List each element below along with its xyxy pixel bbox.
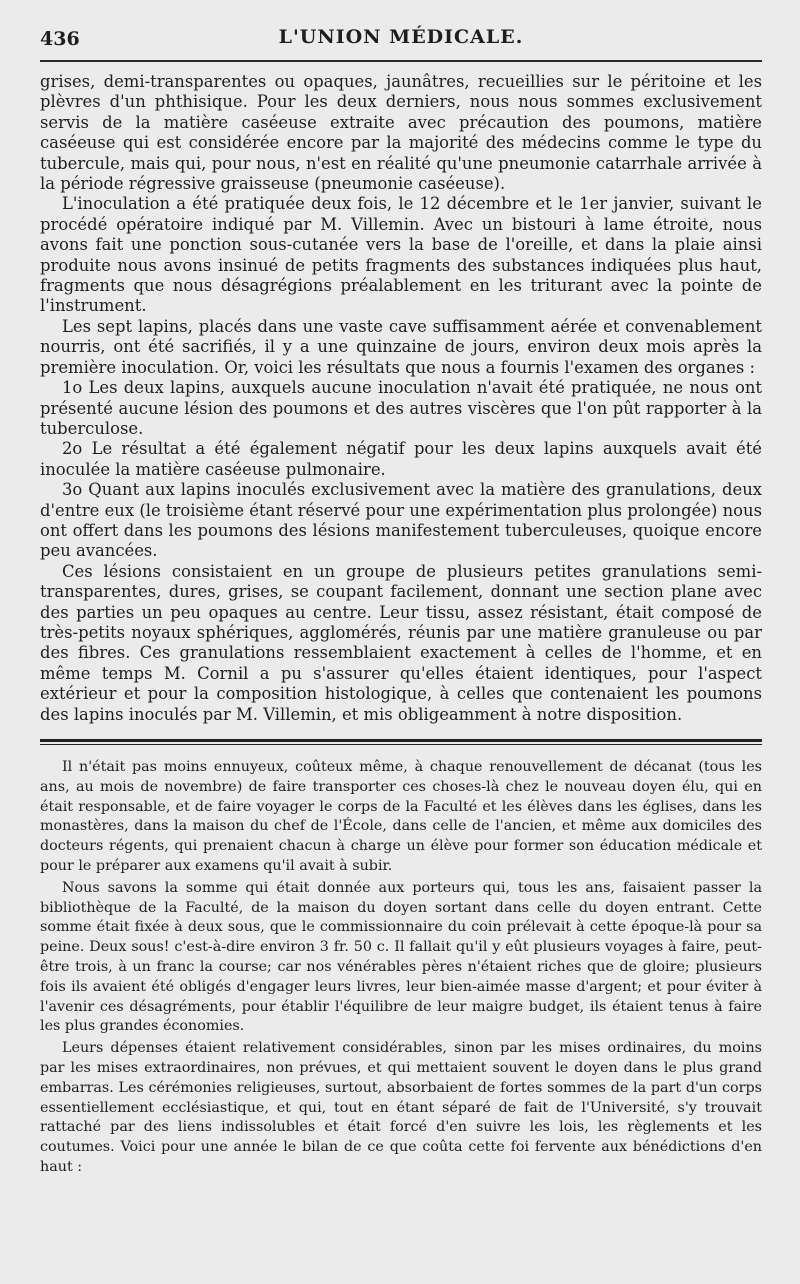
article-paragraph: L'inoculation a été pratiquée deux fois, le 12 décembre et le 1er janvier, suivant le procédé opératoire indiqué par M. Villemin. Avec un bistouri à lame étroite, nous avons fait une ponction sous-cutanée vers la base de l'oreille, et dans la plaie ainsi produite nous avons insinué de petits fragments des substances indiquées plus haut, fragments que nous désagrégions préalablement en les triturant avec la pointe de l'instrument.: [40, 194, 762, 316]
running-title: L'UNION MÉDICALE.: [278, 26, 524, 48]
article-paragraph: Les sept lapins, placés dans une vaste cave suffisamment aérée et convenablement nourris, ont été sacrifiés, il y a une quinzaine de jours, environ deux mois après la première inoculation. Or, voici les résultats que nous a fournis l'examen des organes :: [40, 316, 762, 377]
page-number: 436: [40, 28, 80, 50]
article-paragraph: 2o Le résultat a été également négatif pour les deux lapins auxquels avait été inoculée la matière caséeuse pulmonaire.: [40, 439, 762, 479]
main-article: [40, 72, 762, 725]
article-paragraph: Ces lésions consistaient en un groupe de plusieurs petites granulations semi-transparentes, dures, grises, se coupant facilement, donnant une section plane avec des parties un peu opaques au centre. Leur tissu, assez résistant, était composé de très-petits noyaux sphériques, agglomérés, réunis par une matière granuleuse ou par des fibres. Ces granulations ressemblaient exactement à celles de l'homme, et en même temps M. Cornil a pu s'assurer qu'elles étaient identiques, pour l'aspect extérieur et pour la composition histologique, à celles que contenaient les poumons des lapins inoculés par M. Villemin, et mis obligeamment à notre disposition.: [40, 561, 762, 724]
header-rule: [40, 60, 762, 62]
feuilleton-divider: [40, 739, 762, 745]
page-header: [40, 0, 762, 60]
feuilleton-section: [40, 758, 762, 1178]
feuilleton-paragraph: Il n'était pas moins ennuyeux, coûteux même, à chaque renouvellement de décanat (tous les ans, au mois de novembre) de faire transporter ces choses-là chez le nouveau doyen élu, qui en était responsable, et de faire voyager le corps de la Faculté et les élèves dans les églises, dans les monastères, dans la maison du chef de l'École, dans celle de l'ancien, et même aux domiciles des docteurs régents, qui prenaient chacun à charge un élève pour former son éducation médicale et pour le préparer aux examens qu'il avait à subir.: [40, 759, 762, 874]
article-paragraph: 1o Les deux lapins, auxquels aucune inoculation n'avait été pratiquée, ne nous ont présenté aucune lésion des poumons et des autres viscères que l'on pût rapporter à la tuberculose.: [40, 378, 762, 438]
feuilleton-paragraph: Nous savons la somme qui était donnée aux porteurs qui, tous les ans, faisaient passer la bibliothèque de la Faculté, de la maison du doyen sortant dans celle du doyen entrant. Cette somme était fixée à deux sous, que le commissionnaire du coin prélevait à cette époque-là pour sa peine. Deux sous! c'est-à-dire environ 3 fr. 50 c. Il fallait qu'il y eût plusieurs voyages à faire, peut-être trois, à un franc la course; car nos vénérables pères n'étaient riches que de gloire; plusieurs fois ils avaient été obligés d'engager leurs livres, leur bien-aimée masse d'argent; et pour éviter à l'avenir ces désagréments, pour établir l'équilibre de leur maigre budget, ils étaient tenus à faire les plus grandes économies.: [40, 879, 762, 1035]
feuilleton-paragraph: Leurs dépenses étaient relativement considérables, sinon par les mises ordinaires, du moins par les mises extraordinaires, non prévues, et qui mettaient souvent le doyen dans le plus grand embarras. Les cérémonies religieuses, surtout, absorbaient de fortes sommes de la part d'un corps essentiellement ecclésiastique, et qui, tout en étant séparé de fait de l'Université, s'y trouvait rattaché par des liens indissolubles et était forcé d'en suivre les lois, les règlements et les coutumes. Voici pour une année le bilan de ce que coûta cette foi fervente aux bénédictions d'en haut :: [40, 1040, 762, 1175]
article-paragraph: grises, demi-transparentes ou opaques, jaunâtres, recueillies sur le péritoine et les plèvres d'un phthisique. Pour les deux derniers, nous nous sommes exclusivement servis de la matière caséeuse extraite avec précaution des poumons, matière caséeuse qui est considérée encore par la majorité des médecins comme le type du tubercule, mais qui, pour nous, n'est en réalité qu'une pneumonie catarrhale arrivée à la période régressive graisseuse (pneumonie caséeuse).: [40, 72, 762, 194]
article-paragraph: 3o Quant aux lapins inoculés exclusivement avec la matière des granulations, deux d'entre eux (le troisième étant réservé pour une expérimentation plus prolongée) nous ont offert dans les poumons des lésions manifestement tuberculeuses, quoique encore peu avancées.: [40, 480, 762, 561]
